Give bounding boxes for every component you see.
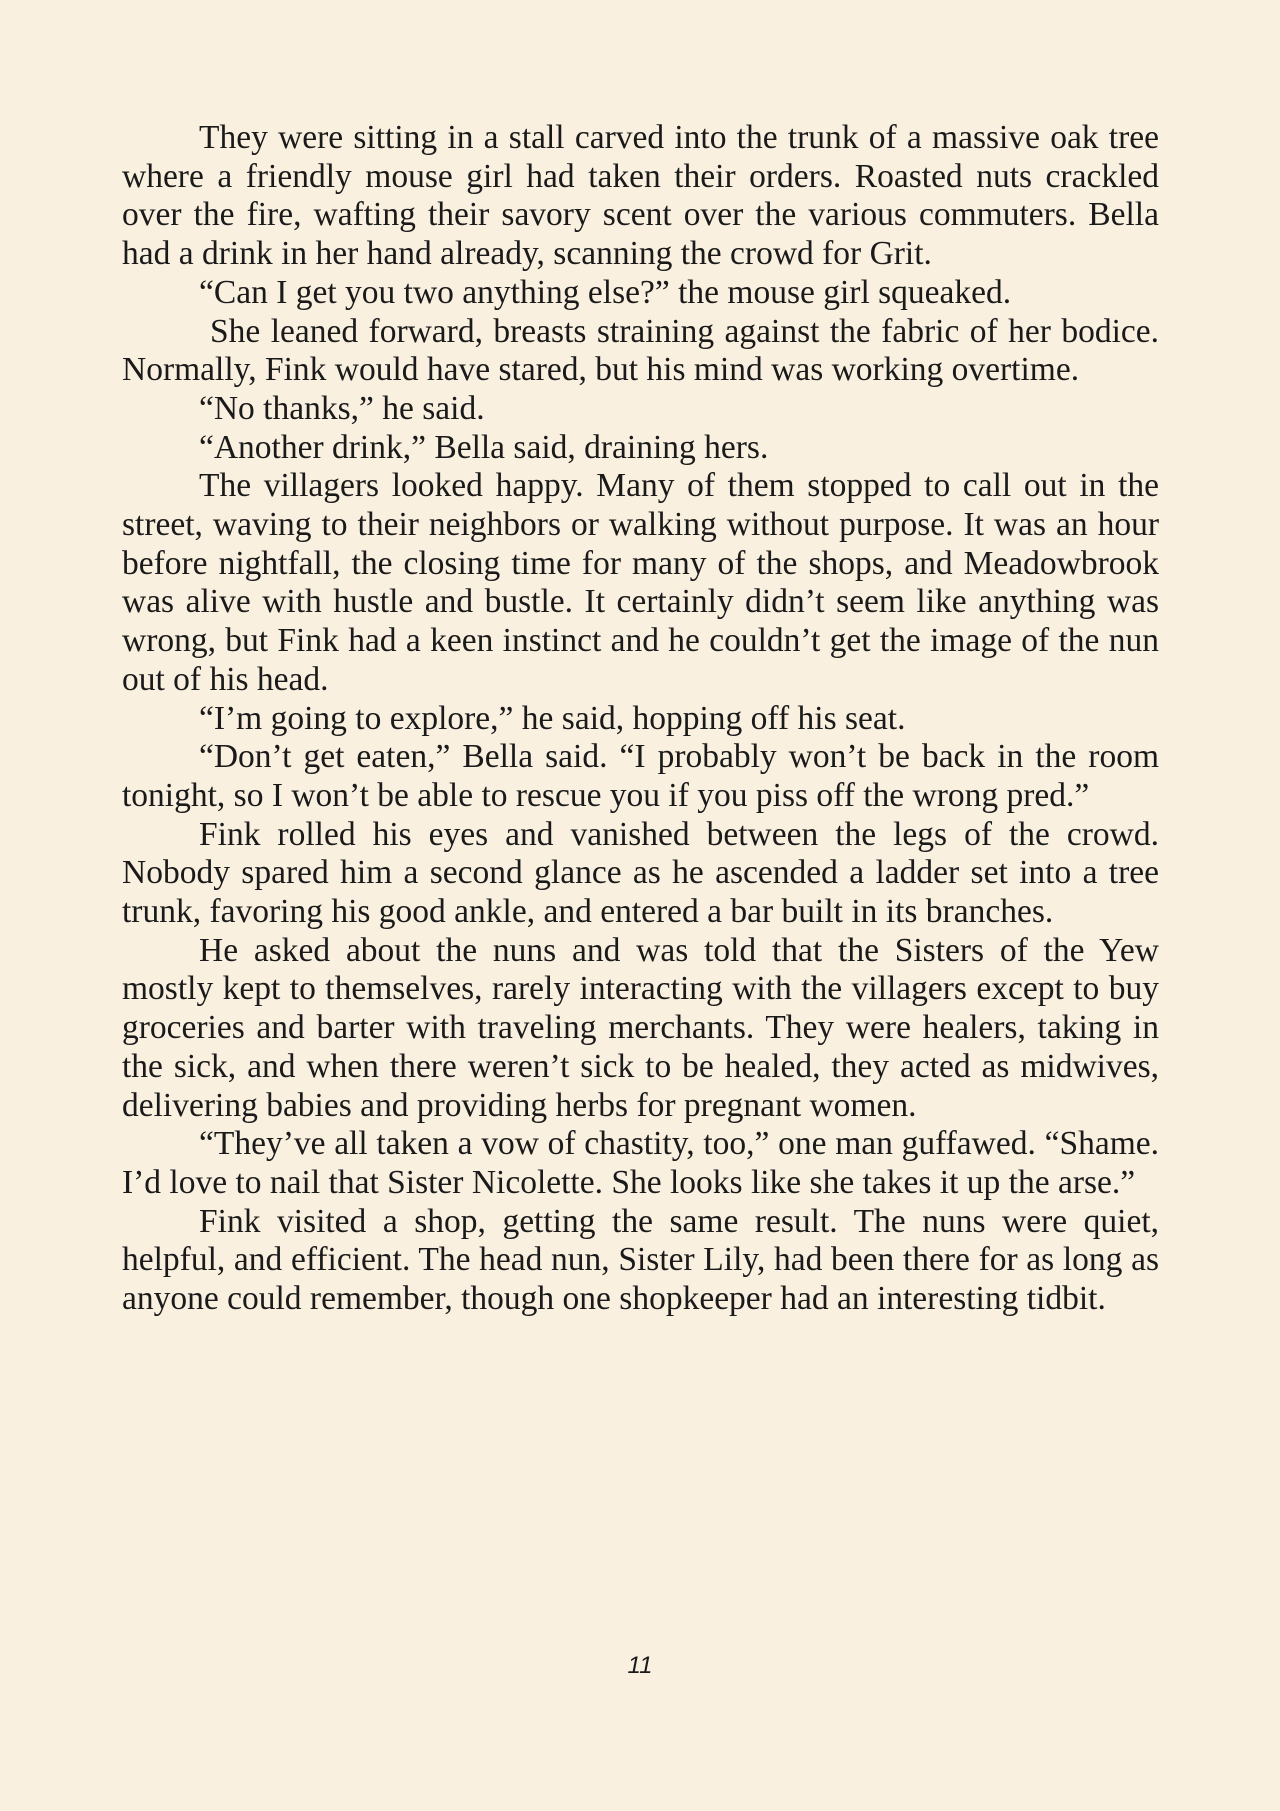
page-number: 11 bbox=[627, 1652, 653, 1679]
paragraph: Fink visited a shop, getting the same result. The nuns were quiet, helpful, and efficient. The head nun, Sister Lily, had been there for as long as anyone could remember, though one shopkeeper had an interesting tidbit. bbox=[122, 1202, 1159, 1318]
paragraph: “Can I get you two anything else?” the mouse girl squeaked. bbox=[199, 273, 1012, 311]
paragraph: “Another drink,” Bella said, draining hers. bbox=[199, 428, 769, 466]
paragraph: “They’ve all taken a vow of chastity, too,” one man guffawed. “Shame. I’d love to nail that Sister Nicolette. She looks like she takes it up the arse.” bbox=[122, 1125, 1159, 1201]
body-text bbox=[122, 119, 1159, 1319]
paragraph: “Don’t get eaten,” Bella said. “I probably won’t be back in the room tonight, so I won’t be able to rescue you if you piss off the wrong pred.” bbox=[122, 738, 1159, 814]
paragraph: He asked about the nuns and was told that the Sisters of the Yew mostly kept to themselves, rarely interacting with the villagers except to buy groceries and barter with traveling merchants. They were healers, taking in the sick, and when there weren’t sick to be healed, they acted as midwives, delivering babies and providing herbs for pregnant women. bbox=[122, 931, 1159, 1124]
paragraph: She leaned forward, breasts straining against the fabric of her bodice. Normally, Fink would have stared, but his mind was working overtime. bbox=[122, 312, 1159, 389]
paragraph: Fink rolled his eyes and vanished between the legs of the crowd. Nobody spared him a second glance as he ascended a ladder set into a tree trunk, favoring his good ankle, and entered a bar built in its branches. bbox=[122, 815, 1159, 931]
paragraph: The villagers looked happy. Many of them stopped to call out in the street, waving to their neighbors or walking without purpose. It was an hour before nightfall, the closing time for many of the shops, and Meadowbrook was alive with hustle and bustle. It certainly didn’t seem like anything was wrong, but Fink had a keen instinct and he couldn’t get the image of the nun out of his head. bbox=[122, 467, 1159, 698]
paragraph: They were sitting in a stall carved into the trunk of a massive oak tree where a friendly mouse girl had taken their orders. Roasted nuts crackled over the fire, wafting their savory scent over the various commuters. Bella had a drink in her hand already, scanning the crowd for Grit. bbox=[122, 119, 1159, 273]
paragraph: “No thanks,” he said. bbox=[199, 389, 485, 427]
paragraph: “I’m going to explore,” he said, hopping off his seat. bbox=[199, 699, 906, 737]
